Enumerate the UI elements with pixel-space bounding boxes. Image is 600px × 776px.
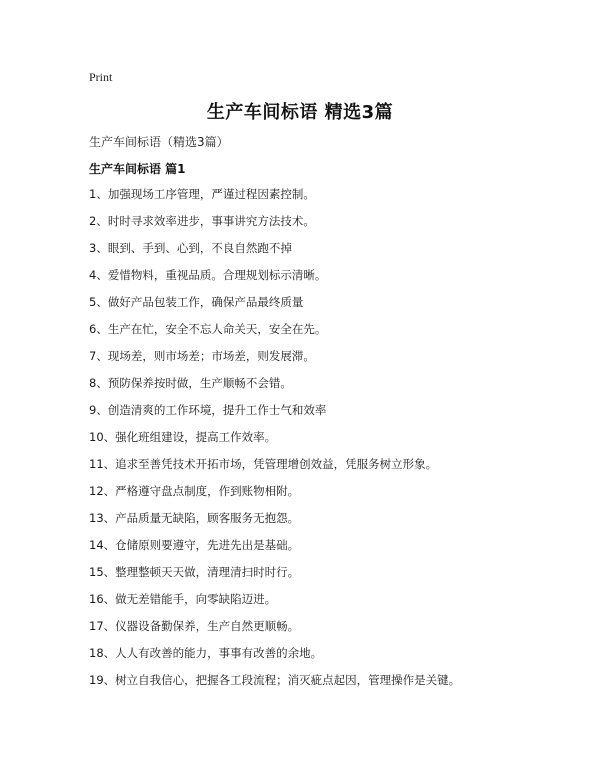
slogan-item: 19、树立自我信心，把握各工段流程；消灭疵点起因，管理操作是关键。 bbox=[89, 673, 461, 687]
slogan-item: 14、仓储原则要遵守，先进先出是基础。 bbox=[89, 538, 300, 552]
slogan-item: 11、追求至善凭技术开拓市场，凭管理增创效益，凭服务树立形象。 bbox=[89, 457, 438, 471]
slogan-item: 13、产品质量无缺陷，顾客服务无抱怨。 bbox=[89, 511, 300, 525]
slogan-item: 17、仪器设备勤保养，生产自然更顺畅。 bbox=[89, 619, 300, 633]
slogan-item: 16、做无差错能手，向零缺陷迈进。 bbox=[89, 592, 277, 606]
slogan-item: 1、加强现场工序管理，严谨过程因素控制。 bbox=[89, 187, 315, 201]
slogan-item: 3、眼到、手到、心到，不良自然跑不掉 bbox=[89, 241, 292, 255]
slogan-item: 12、严格遵守盘点制度，作到账物相附。 bbox=[89, 484, 300, 498]
slogan-item: 8、预防保养按时做，生产顺畅不会错。 bbox=[89, 376, 292, 390]
slogan-item: 5、做好产品包装工作，确保产品最终质量 bbox=[89, 295, 304, 309]
document-subtitle: 生产车间标语（精选3篇） bbox=[89, 135, 229, 149]
print-label: Print bbox=[89, 70, 113, 84]
slogan-item: 9、创造清爽的工作环境，提升工作士气和效率 bbox=[89, 403, 327, 417]
slogan-item: 15、整理整顿天天做，清理清扫时时行。 bbox=[89, 565, 300, 579]
slogan-item: 4、爱惜物料，重视品质。合理规划标示清晰。 bbox=[89, 268, 327, 282]
slogan-item: 10、强化班组建设，提高工作效率。 bbox=[89, 430, 277, 444]
slogan-item: 7、现场差，则市场差；市场差，则发展滞。 bbox=[89, 349, 315, 363]
section-heading: 生产车间标语 篇1 bbox=[89, 162, 186, 176]
slogan-item: 2、时时寻求效率进步，事事讲究方法技术。 bbox=[89, 214, 315, 228]
document-title: 生产车间标语 精选3篇 bbox=[206, 102, 394, 123]
slogan-list bbox=[89, 186, 569, 699]
slogan-item: 6、生产在忙，安全不忘人命关天，安全在先。 bbox=[89, 322, 327, 336]
slogan-item: 18、人人有改善的能力，事事有改善的余地。 bbox=[89, 646, 323, 660]
